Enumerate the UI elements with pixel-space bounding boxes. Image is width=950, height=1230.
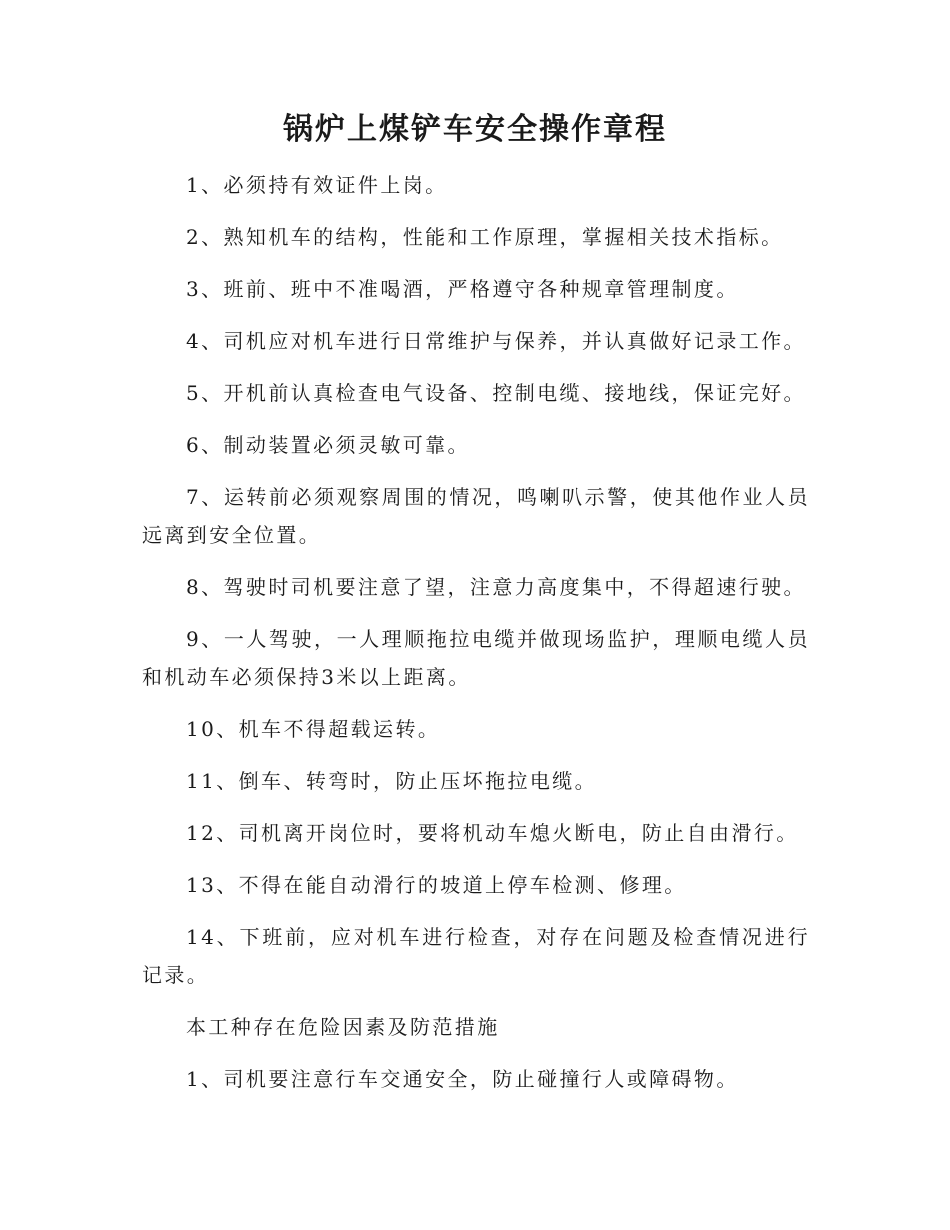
paragraph-11: 11、倒车、转弯时，防止压坏拖拉电缆。 bbox=[186, 769, 598, 793]
paragraph-5: 5、开机前认真检查电气设备、控制电缆、接地线，保证完好。 bbox=[186, 381, 806, 405]
paragraph-3: 3、班前、班中不准喝酒，严格遵守各种规章管理制度。 bbox=[186, 277, 739, 301]
paragraph-1: 1、必须持有效证件上岗。 bbox=[186, 173, 448, 197]
paragraph-6: 6、制动装置必须灵敏可靠。 bbox=[186, 433, 470, 457]
paragraph-4: 4、司机应对机车进行日常维护与保养，并认真做好记录工作。 bbox=[186, 329, 806, 353]
paragraph-hazard-1: 1、司机要注意行车交通安全，防止碰撞行人或障碍物。 bbox=[186, 1067, 739, 1091]
section-heading: 本工种存在危险因素及防范措施 bbox=[186, 1015, 500, 1039]
paragraph-2: 2、熟知机车的结构，性能和工作原理，掌握相关技术指标。 bbox=[186, 225, 784, 249]
paragraph-12: 12、司机离开岗位时，要将机动车熄火断电，防止自由滑行。 bbox=[186, 821, 799, 845]
paragraph-7: 7、运转前必须观察周围的情况，鸣喇叭示警，使其他作业人员远离到安全位置。 bbox=[142, 485, 810, 547]
paragraph-14: 14、下班前，应对机车进行检查，对存在问题及检查情况进行记录。 bbox=[142, 925, 810, 987]
document-body bbox=[142, 166, 810, 1112]
paragraph-9: 9、一人驾驶，一人理顺拖拉电缆并做现场监护，理顺电缆人员和机动车必须保持3米以上距离。 bbox=[142, 627, 810, 689]
paragraph-13: 13、不得在能自动滑行的坡道上停车检测、修理。 bbox=[186, 873, 687, 897]
paragraph-8: 8、驾驶时司机要注意了望，注意力高度集中，不得超速行驶。 bbox=[186, 575, 806, 599]
document-title: 锅炉上煤铲车安全操作章程 bbox=[283, 112, 667, 147]
paragraph-10: 10、机车不得超载运转。 bbox=[186, 717, 441, 741]
